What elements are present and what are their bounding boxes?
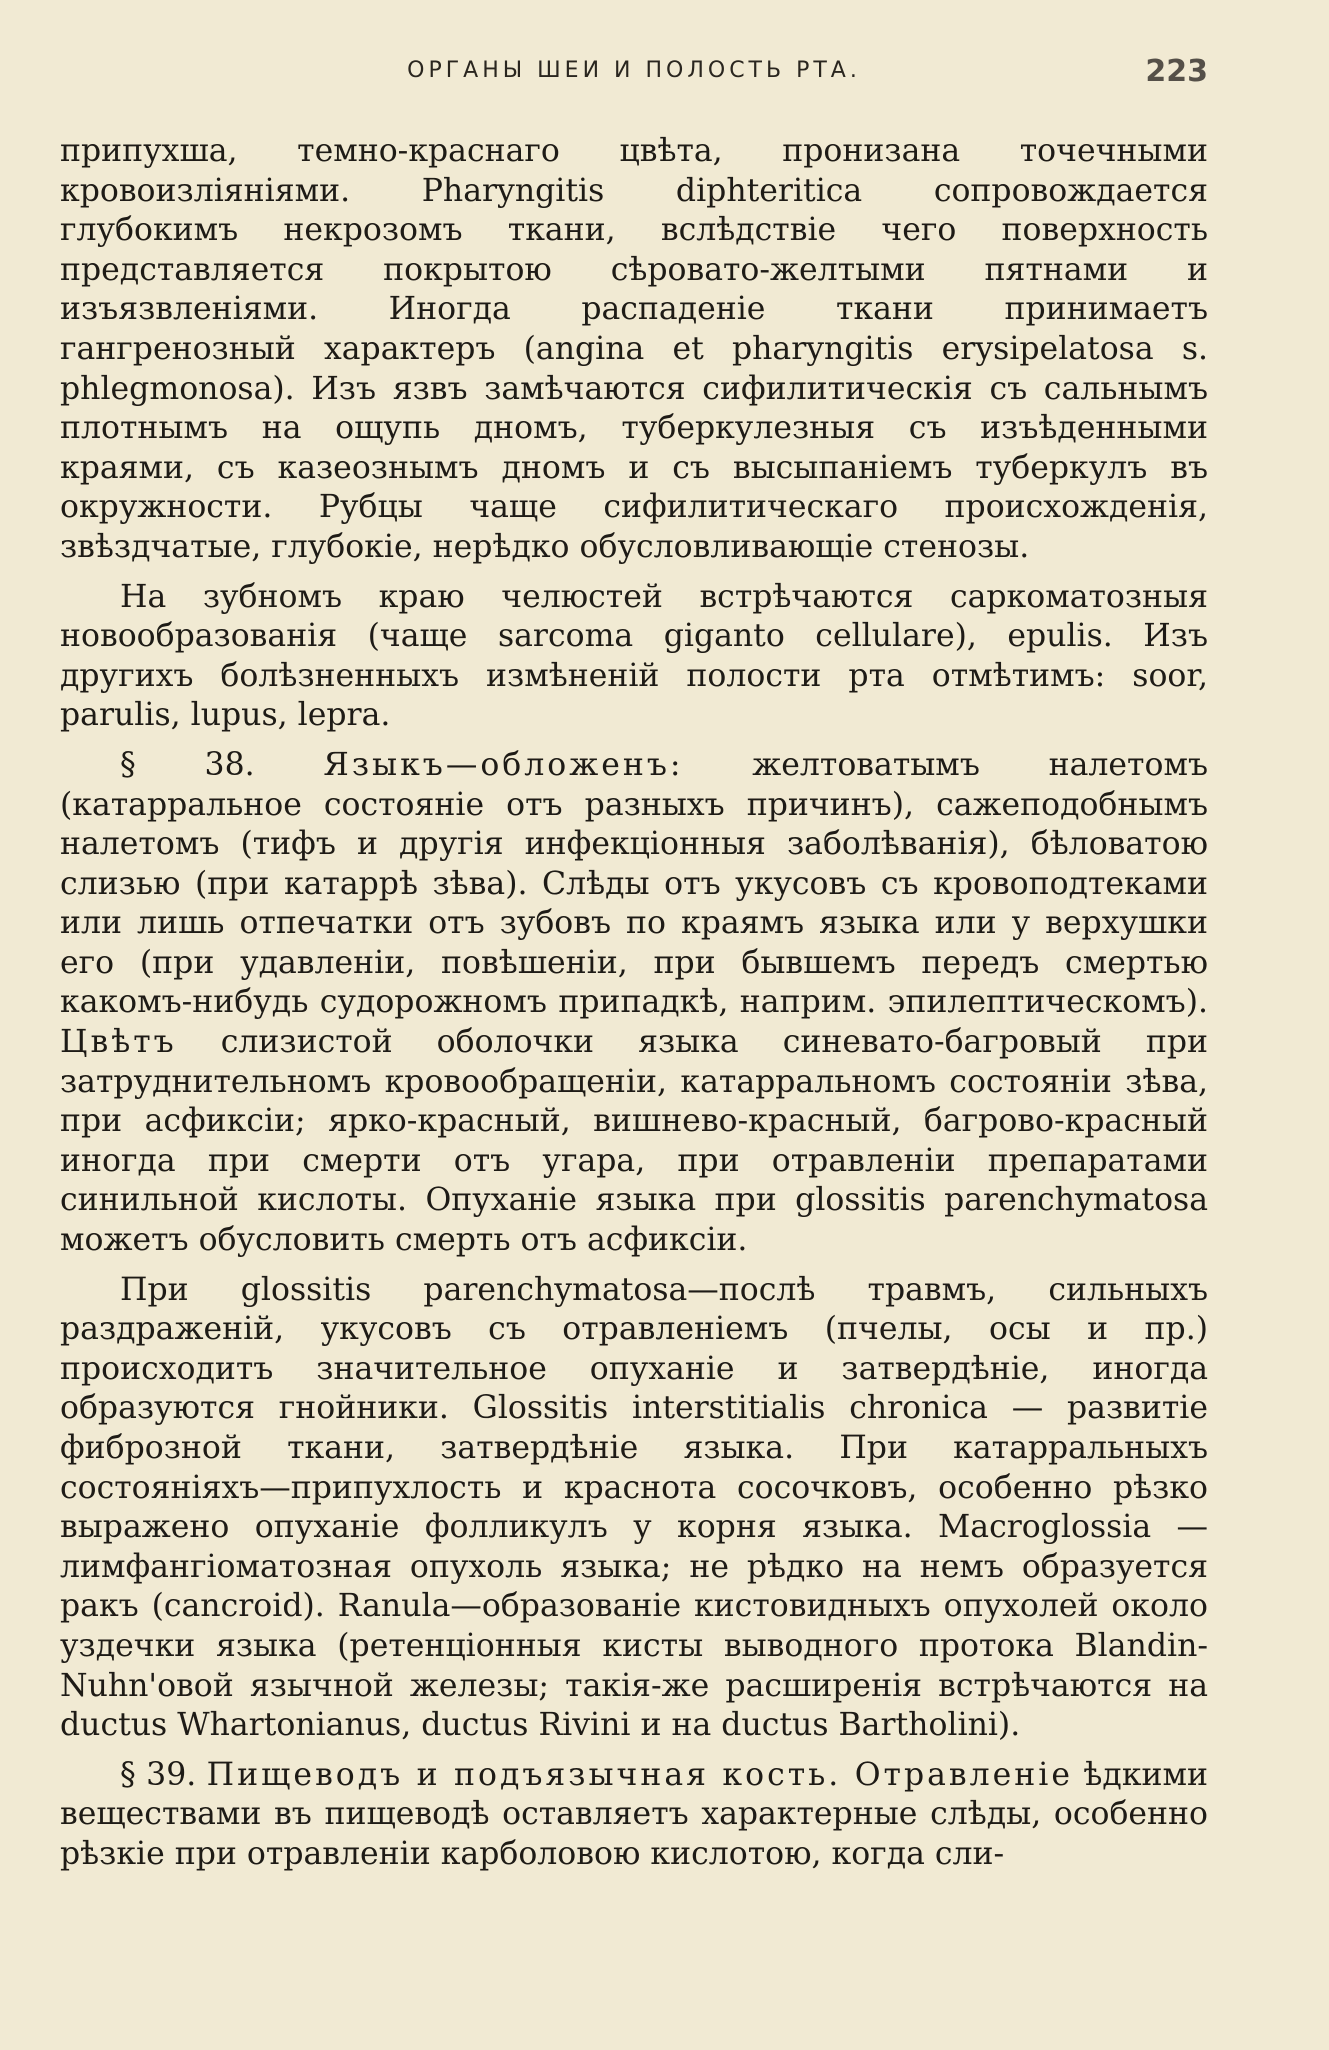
- running-head: [60, 54, 1208, 98]
- inline-heading: Отравленіе: [841, 1756, 1074, 1793]
- section-38-tongue: [60, 746, 1208, 1261]
- section-heading: Языкъ—обложенъ:: [323, 746, 684, 783]
- section-39-esophagus: [60, 1756, 1208, 1875]
- paragraph-glossitis: [60, 1271, 1208, 1746]
- inline-heading: Цвѣтъ: [60, 1024, 177, 1061]
- paragraph-text: желтоватымъ налетомъ (катарральное состояніе отъ разныхъ причинъ), сажеподобнымъ налетомъ (тифъ и другія инфекціонныя заболѣванія), бѣловатою слизью (при катаррѣ зѣва). Слѣды отъ укусовъ съ кровоподтеками или лишь отпечатки отъ зубовъ по краямъ языка или у верхушки его (при удавленіи, повѣшеніи, при бывшемъ передъ смертью какомъ-нибудь судорожномъ припадкѣ, наприм. эпилептическомъ).: [60, 746, 1208, 1021]
- paragraph-text: При glossitis parenchymatosa—послѣ травмъ, сильныхъ раздраженій, укусовъ съ отравленіемъ (пчелы, осы и пр.) происходитъ значительное опуханіе и затвердѣніе, иногда образуются гнойники. Glossitis interstitialis chronica — развитіе фиброзной ткани, затвердѣніе языка. При катарральныхъ состояніяхъ—припухлость и краснота сосочковъ, особенно рѣзко выражено опуханіе фолликулъ у корня языка. Macroglossia — лимфангіоматозная опухоль языка; не рѣдко на немъ образуется ракъ (cancroid). Ranula—образованіе кистовидныхъ опухолей около уздечки языка (ретенціонныя кисты выводного протока Blandin-Nuhn'овой язычной железы; такія-же расширенія встрѣчаются на ductus Whartonianus, ductus Rivini и на ductus Bartholini).: [60, 1271, 1208, 1744]
- page-number: 223: [1145, 54, 1208, 89]
- paragraph-text: припухша, темно-краснаго цвѣта, пронизана точечными кровоизліяніями. Pharyngitis diphteritica сопровождается глубокимъ некрозомъ ткани, вслѣдствіе чего поверхность представляется покрытою сѣровато-желтыми пятнами и изъязвленіями. Иногда распаденіе ткани принимаетъ гангренозный характеръ (angina et pharyngitis erysipelatosa s. phlegmonosa). Изъ язвъ замѣчаются сифилитическія съ сальнымъ плотнымъ на ощупь дномъ, туберкулезныя съ изъѣденными краями, съ казеознымъ дномъ и съ высыпаніемъ туберкулъ въ окружности. Рубцы чаще сифилитическаго происхожденія, звѣздчатые, глубокіе, нерѣдко обусловливающіе стенозы.: [60, 133, 1208, 565]
- section-heading: Пищеводъ и подъязычная кость.: [206, 1756, 842, 1793]
- paragraph-continuation: [60, 132, 1208, 568]
- running-title: ОРГАНЫ ШЕИ И ПОЛОСТЬ РТА.: [407, 58, 861, 83]
- paragraph-text: слизистой оболочки языка синевато-багровый при затруднительномъ кровообращеніи, катарральномъ состояніи зѣва, при асфиксіи; ярко-красный, вишнево-красный, багрово-красный иногда при смерти отъ угара, при отравленіи препаратами синильной кислоты. Опуханіе языка при glossitis parenchymatosa можетъ обусловить смерть отъ асфиксіи.: [60, 1024, 1208, 1259]
- paragraph-text: ѣдкими веществами въ пищеводѣ оставляетъ характерные слѣды, особенно рѣзкіе при отравленіи карболовою кислотою, когда сли-: [60, 1756, 1208, 1872]
- text-body: [60, 132, 1208, 1885]
- paragraph-text: На зубномъ краю челюстей встрѣчаются саркоматозныя новообразованія (чаще sarcoma giganto cellulare), epulis. Изъ другихъ болѣзненныхъ измѣненій полости рта отмѣтимъ: soor, parulis, lupus, lepra.: [60, 578, 1208, 734]
- section-number: § 38.: [120, 746, 324, 783]
- paragraph-jaw: [60, 578, 1208, 736]
- section-number: § 39.: [120, 1756, 207, 1793]
